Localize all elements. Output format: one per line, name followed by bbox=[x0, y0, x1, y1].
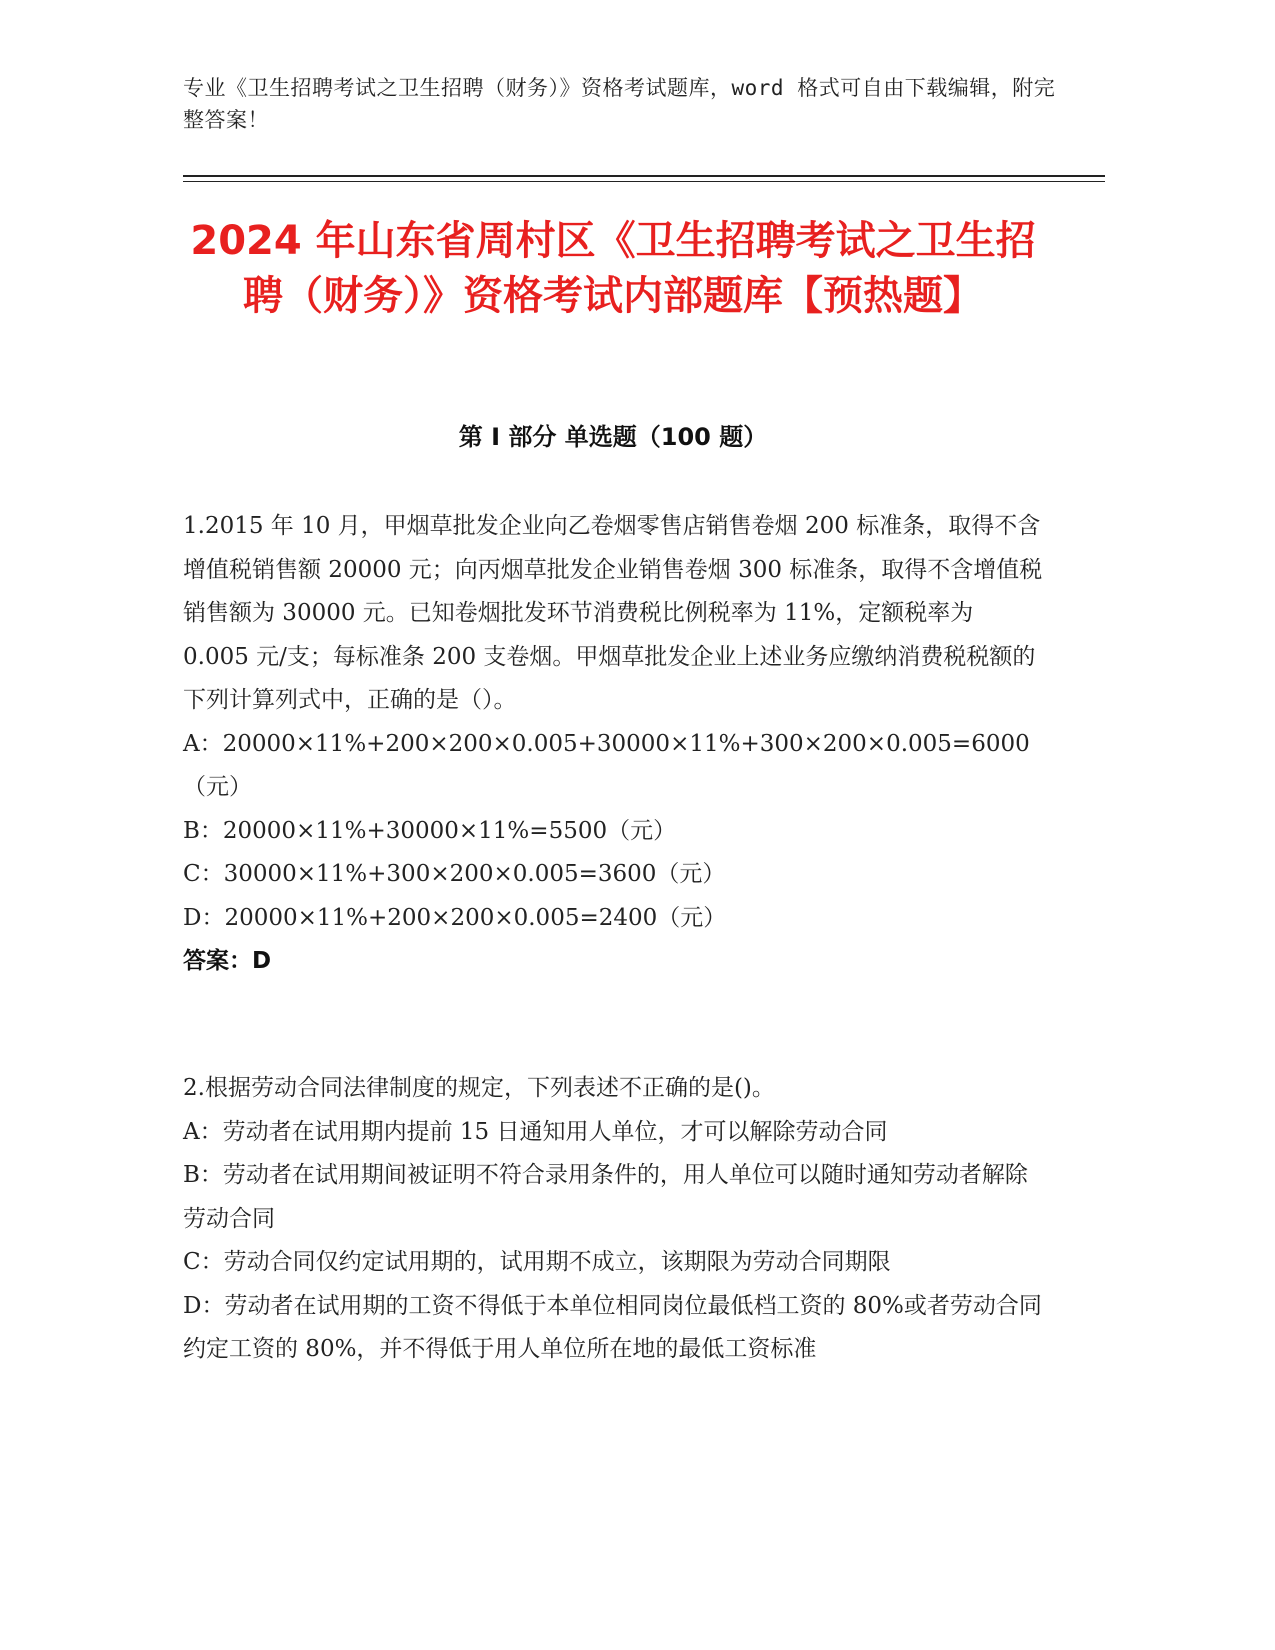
option-c: C：劳动合同仅约定试用期的，试用期不成立，该期限为劳动合同期限 bbox=[183, 1249, 891, 1275]
option-d: D：20000×11%+200×200×0.005=2400（元） bbox=[183, 904, 727, 931]
option-c: C：30000×11%+300×200×0.005=3600（元） bbox=[183, 861, 726, 887]
question-stem: 1.2015 年 10 月，甲烟草批发企业向乙卷烟零售店销售卷烟 200 标准条，取得不含增值税销售额 20000 元；向丙烟草批发企业销售卷烟 300 标准条，取得不含增值税销售额为 30000 元。已知卷烟批发环节消费税比例税率为 11%，定额税率为 0.005 元/支；每标准条 200 支卷烟。甲烟草批发企业上述业务应缴纳消费税税额的下列计算列式中，正确的是（）。 bbox=[183, 513, 1043, 713]
question-2 bbox=[183, 1067, 1043, 1372]
document-title: 2024 年山东省周村区《卫生招聘考试之卫生招聘（财务）》资格考试内部题库【预热题】 bbox=[190, 218, 1036, 319]
option-a: A：劳动者在试用期内提前 15 日通知用人单位，才可以解除劳动合同 bbox=[183, 1118, 888, 1145]
option-d: D：劳动者在试用期的工资不得低于本单位相同岗位最低档工资的 80%或者劳动合同约定工资的 80%，并不得低于用人单位所在地的最低工资标准 bbox=[183, 1292, 1042, 1362]
option-a: A：20000×11%+200×200×0.005+30000×11%+300×200×0.005=6000（元） bbox=[183, 730, 1030, 800]
header-note: 专业《卫生招聘考试之卫生招聘（财务）》资格考试题库，word 格式可自由下载编辑，附完整答案！ bbox=[183, 76, 1056, 132]
section-heading: 第 I 部分 单选题（100 题） bbox=[458, 423, 768, 451]
option-b: B：劳动者在试用期间被证明不符合录用条件的，用人单位可以随时通知劳动者解除劳动合同 bbox=[183, 1162, 1028, 1232]
answer-line: 答案：D bbox=[183, 948, 272, 974]
header-divider-thick bbox=[183, 175, 1105, 177]
question-1 bbox=[183, 505, 1043, 984]
question-stem: 2.根据劳动合同法律制度的规定，下列表述不正确的是()。 bbox=[183, 1075, 775, 1101]
option-b: B：20000×11%+30000×11%=5500（元） bbox=[183, 817, 677, 844]
header-divider-thin bbox=[183, 181, 1105, 182]
